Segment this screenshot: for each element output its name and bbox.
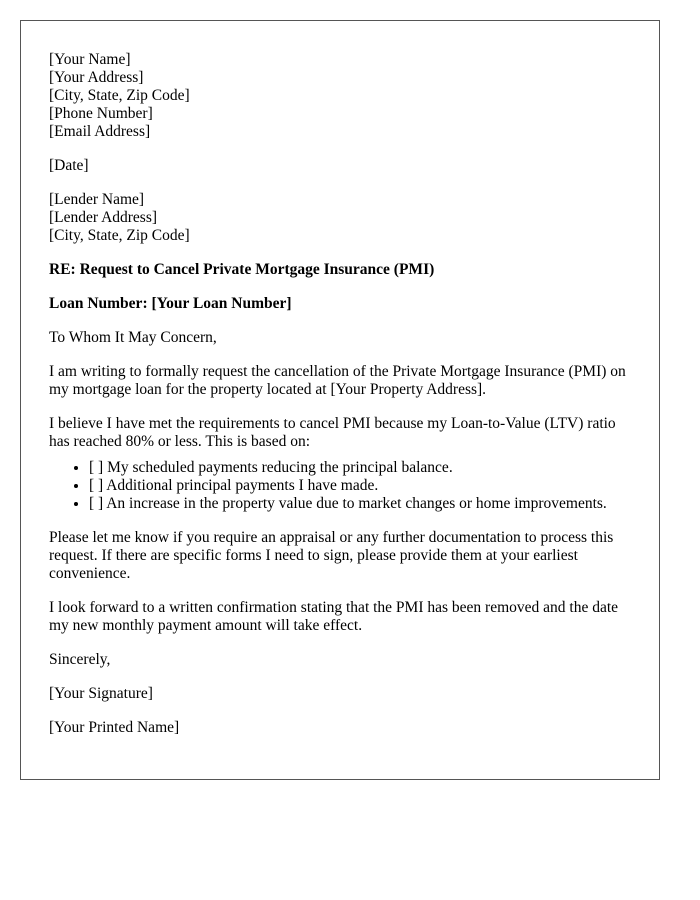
sender-city-state-zip: [City, State, Zip Code]	[49, 87, 190, 104]
recipient-address: [Lender Address]	[49, 209, 158, 226]
criteria-list	[49, 459, 631, 513]
list-item: • [ ] Additional principal payments I have made.	[89, 477, 631, 495]
signature-placeholder: [Your Signature]	[49, 685, 153, 702]
body-paragraph-2: I believe I have met the requirements to cancel PMI because my Loan-to-Value (LTV) ratio has reached 80% or less. This is based on:	[49, 415, 616, 450]
body-paragraph-1: I am writing to formally request the cancellation of the Private Mortgage Insurance (PMI) on my mortgage loan for the property located at [Your Property Address].	[49, 363, 626, 398]
closing: Sincerely,	[49, 651, 111, 668]
recipient-block	[49, 191, 631, 245]
list-item: • [ ] My scheduled payments reducing the principal balance.	[89, 459, 631, 477]
sender-block	[49, 51, 631, 141]
letter-date: [Date]	[49, 157, 89, 174]
recipient-name: [Lender Name]	[49, 191, 145, 208]
list-item: • [ ] An increase in the property value due to market changes or home improvements.	[89, 495, 631, 513]
body-paragraph-3: Please let me know if you require an appraisal or any further documentation to process this request. If there are specific forms I need to sign, please provide them at your earliest convenience.	[49, 529, 614, 582]
subject-line: RE: Request to Cancel Private Mortgage Insurance (PMI)	[49, 261, 435, 278]
body-paragraph-4: I look forward to a written confirmation stating that the PMI has been removed and the date my new monthly payment amount will take effect.	[49, 599, 619, 634]
letter-page	[20, 20, 660, 780]
date-line	[49, 157, 631, 175]
printed-name: [Your Printed Name]	[49, 719, 180, 736]
salutation: To Whom It May Concern,	[49, 329, 217, 346]
sender-email: [Email Address]	[49, 123, 151, 140]
loan-number-line: Loan Number: [Your Loan Number]	[49, 295, 292, 312]
sender-name: [Your Name]	[49, 51, 131, 68]
sender-address: [Your Address]	[49, 69, 144, 86]
sender-phone: [Phone Number]	[49, 105, 153, 122]
recipient-city-state-zip: [City, State, Zip Code]	[49, 227, 190, 244]
